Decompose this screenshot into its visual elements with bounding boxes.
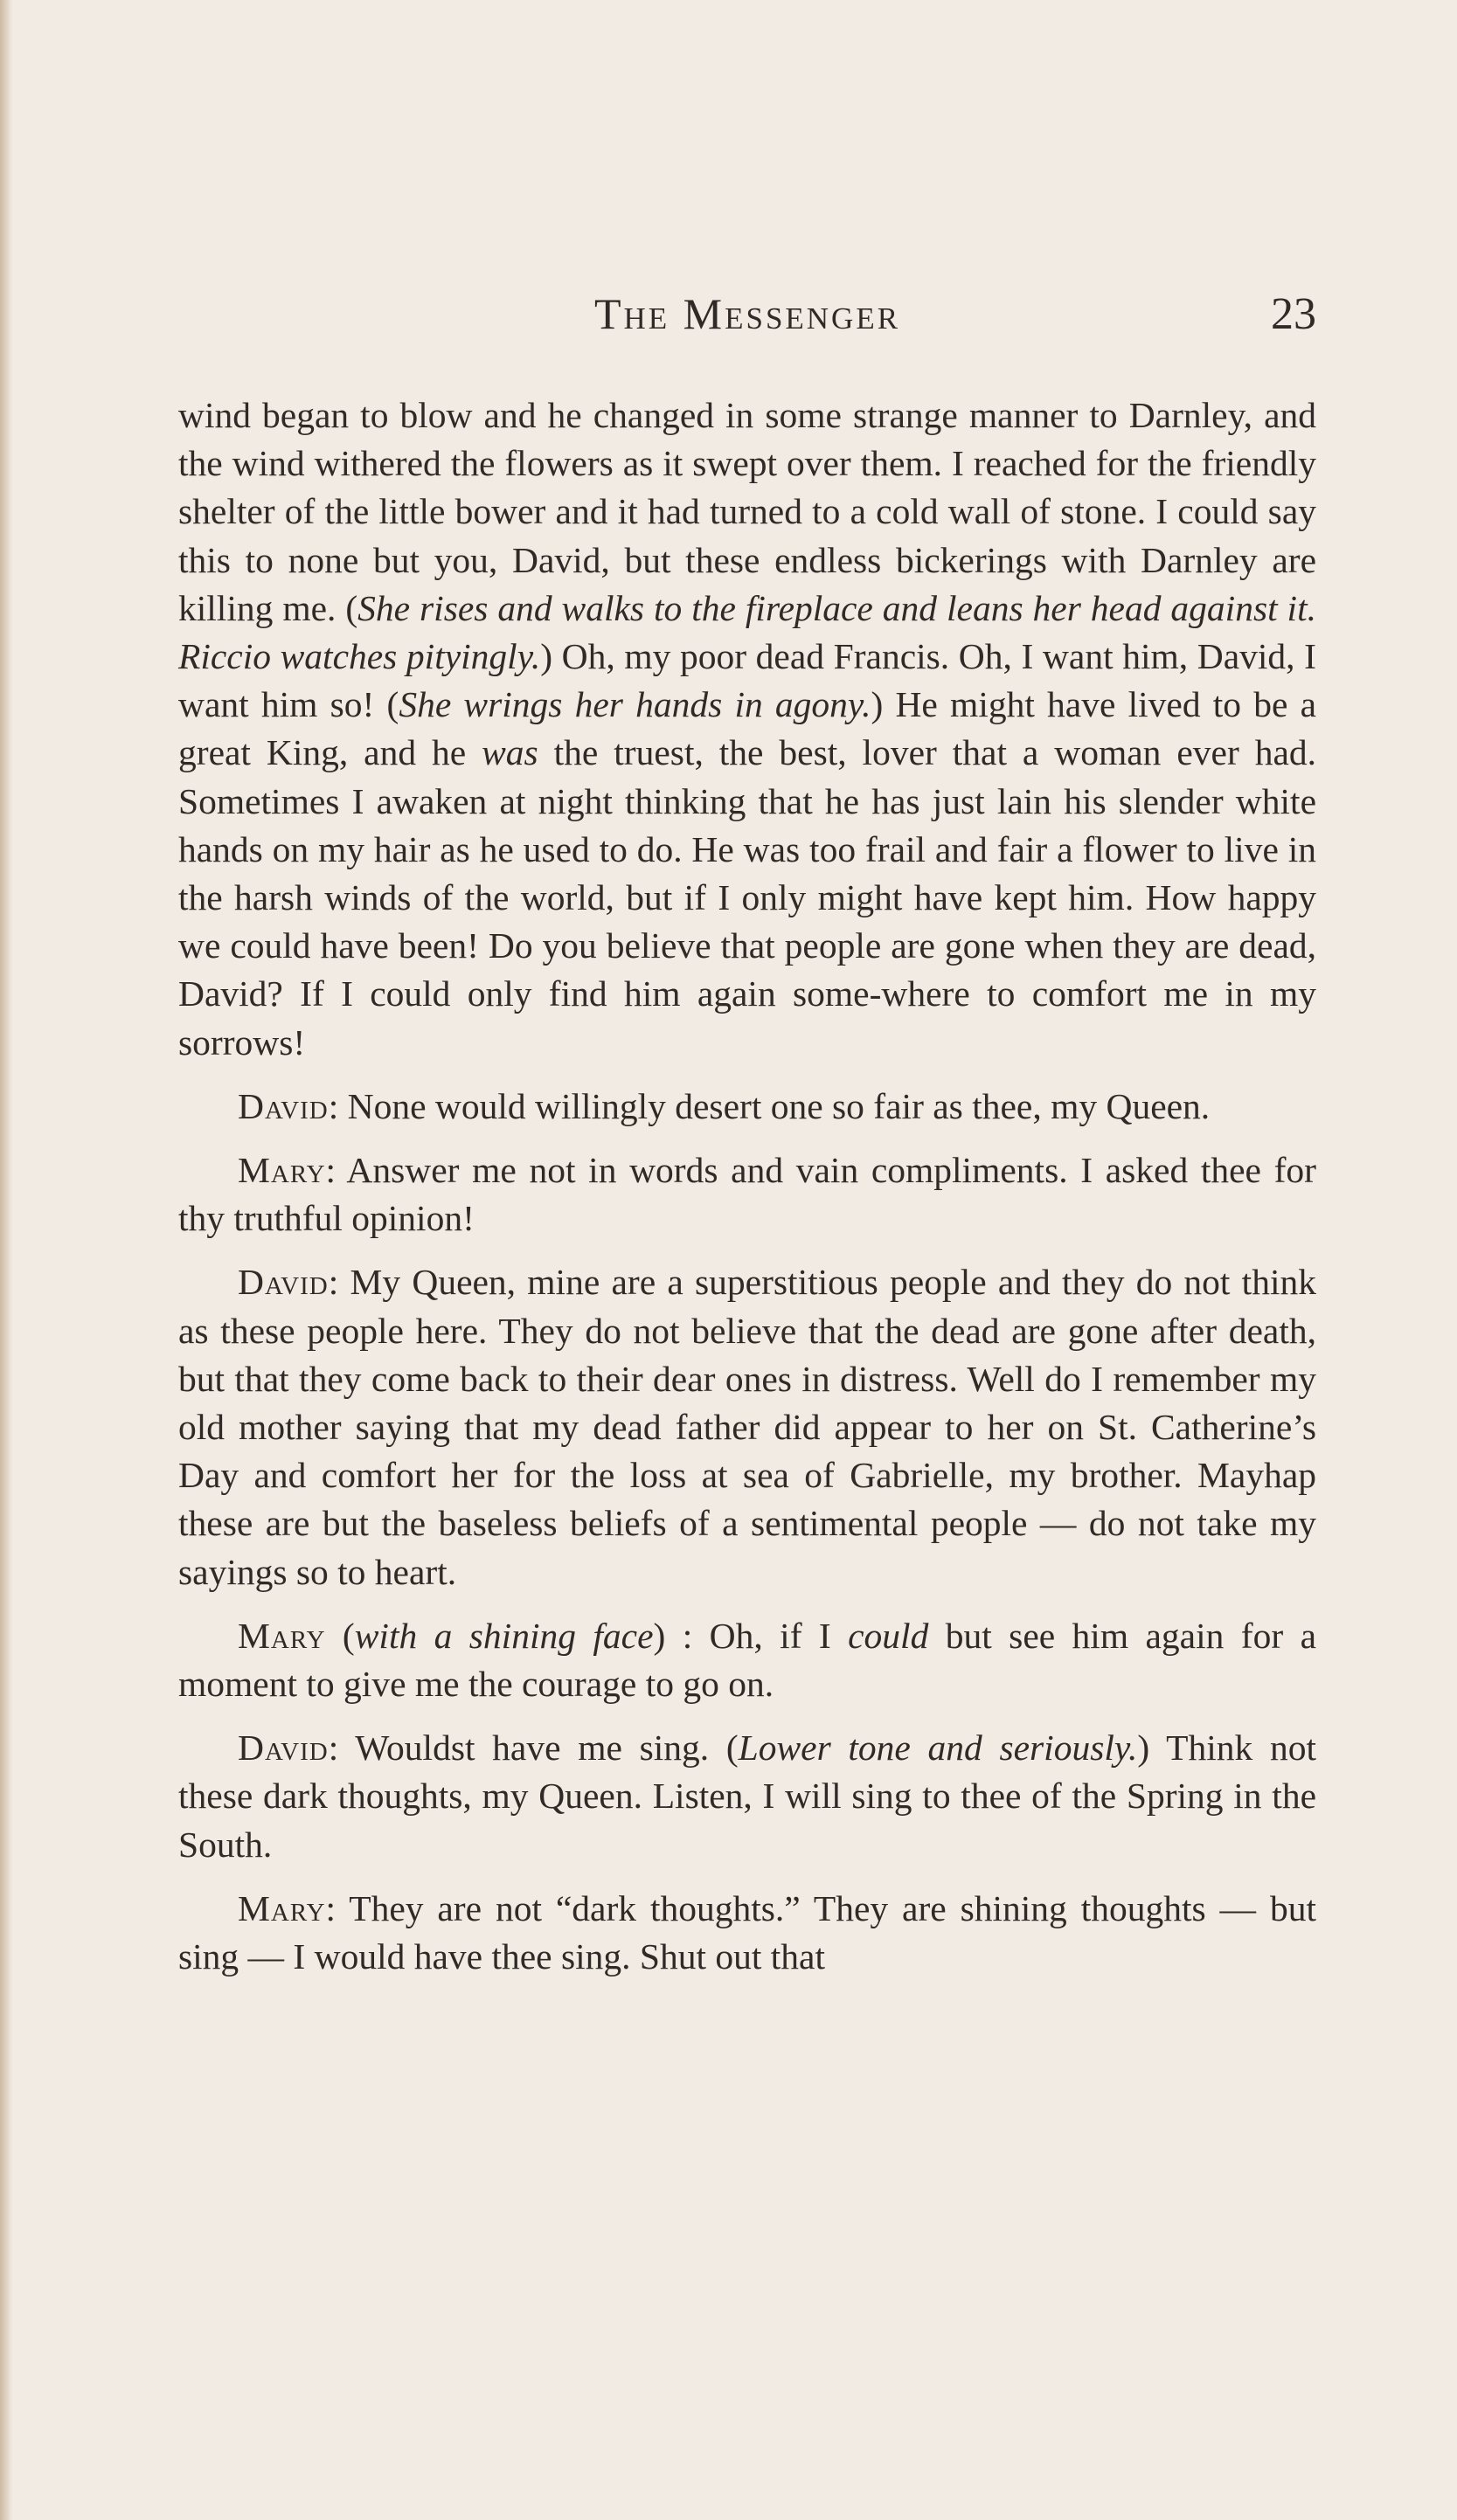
dialogue-paragraph xyxy=(178,1083,1316,1131)
dialogue-paragraph xyxy=(178,1612,1316,1708)
emphasis: was xyxy=(482,732,538,773)
speaker-name: David xyxy=(238,1085,329,1126)
speaker-separator: : xyxy=(328,1727,356,1769)
speaker-name: David xyxy=(238,1262,329,1303)
speaker-separator: : xyxy=(325,1887,350,1928)
dialogue-text: ) Think not these dark thoughts, my Queen. Listen, I will sing to thee of the Spring in the South. xyxy=(178,1727,1316,1865)
dialogue-text: but see him again for a moment to give me the courage to go on. xyxy=(178,1615,1316,1705)
stage-direction: with a shining face xyxy=(354,1615,654,1656)
stage-direction: She wrings her hands in agony. xyxy=(399,684,871,725)
dialogue-paragraph xyxy=(178,1258,1316,1596)
speaker-separator: ) : xyxy=(653,1615,710,1656)
dialogue-text: My Queen, mine are a superstitious people and they do not think as these people here. They do not believe that the dead are gone after death, but that they come back to their dear ones in distress. Well do I remember my old mother saying that my dead father did appear to her on St. Catherine’s Day and comfort her for the loss at sea of Gabrielle, my brother. Mayhap these are but the baseless beliefs of a sentimental people — do not take my sayings so to heart. xyxy=(178,1262,1316,1592)
dialogue-text: None would willingly desert one so fair as thee, my Queen. xyxy=(347,1085,1211,1126)
speaker-name: Mary xyxy=(238,1887,326,1928)
dialogue-paragraph xyxy=(178,1724,1316,1869)
stage-direction: Lower tone and seriously. xyxy=(738,1727,1138,1769)
dialogue-text: Wouldst have me sing. ( xyxy=(355,1727,739,1769)
paragraph-continued xyxy=(178,391,1316,1067)
text-run: ) Oh, my poor dead Francis. Oh, I want him, David, I want him so! ( xyxy=(178,636,1316,725)
emphasis: could xyxy=(848,1615,929,1656)
speaker-name: Mary xyxy=(238,1615,326,1656)
text-run: ( xyxy=(325,1615,355,1656)
dialogue-paragraph xyxy=(178,1885,1316,1981)
dialogue-text: They are not “dark thoughts.” They are shining thoughts — but sing — I would have thee sing. Shut out that xyxy=(178,1887,1316,1977)
speaker-name: Mary xyxy=(238,1150,326,1191)
speaker-separator: : xyxy=(325,1150,347,1191)
dialogue-text: Oh, if I xyxy=(709,1615,849,1656)
speaker-name: David xyxy=(238,1727,329,1769)
text-run: wind began to blow and he changed in some strange manner to Darnley, and the wind withered the flowers as it swept over them. I reached for the friendly shelter of the little bower and it had turned to a cold wall of stone. I could say this to none but you, David, but these endless bickerings with Darnley are killing me. ( xyxy=(178,395,1316,628)
text-run: the truest, the best, lover that a woman ever had. Sometimes I awaken at night thinking that he has just lain his slender white hands on my hair as he used to do. He was too frail and fair a flower to live in the harsh winds of the world, but if I only might have kept him. How happy we could have been! Do you believe that people are gone when they are dead, David? If I could only find him again some-where to comfort me in my sorrows! xyxy=(178,732,1316,1063)
text-run: ) He might have lived to be a great King, and he xyxy=(178,684,1316,773)
body-text xyxy=(178,391,1316,1981)
running-title: The Messenger xyxy=(593,289,901,338)
page-header xyxy=(178,288,1316,358)
page-number: 23 xyxy=(1271,289,1316,339)
page-edge xyxy=(0,0,12,2520)
speaker-separator: : xyxy=(328,1085,348,1126)
dialogue-paragraph xyxy=(178,1146,1316,1243)
stage-direction: She rises and walks to the fireplace and leans her head against it. Riccio watches pityingly. xyxy=(178,587,1316,677)
dialogue-text: Answer me not in words and vain compliments. I asked thee for thy truthful opinion! xyxy=(178,1150,1316,1239)
speaker-separator: : xyxy=(328,1262,350,1303)
